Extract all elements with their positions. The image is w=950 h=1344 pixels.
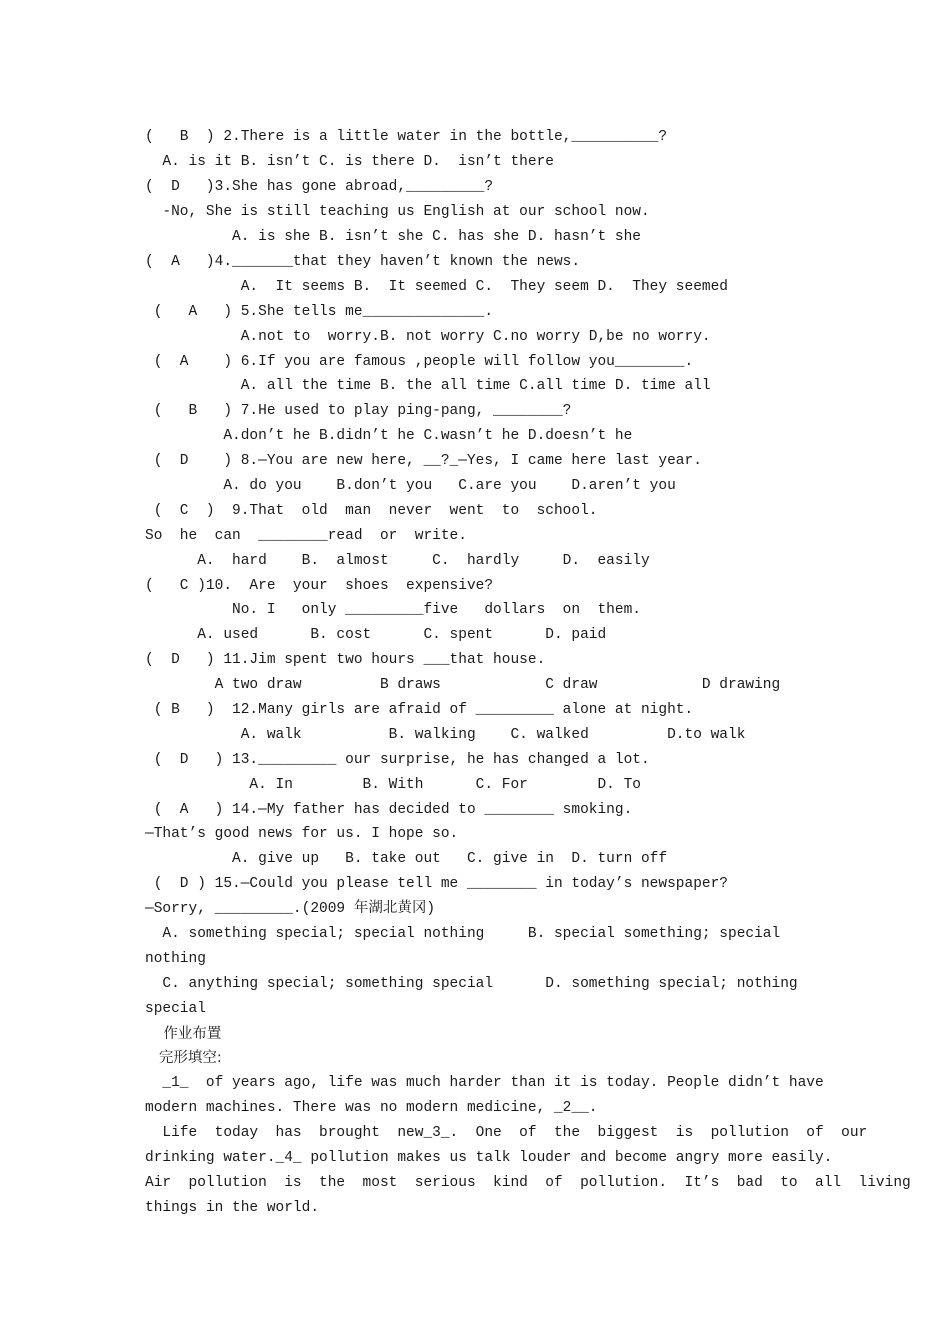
question-9-options: A. hard B. almost C. hardly D. easily — [145, 553, 650, 569]
question-10-reply: No. I only _________five dollars on them. — [145, 602, 641, 618]
question-14-stem: ( A ) 14.—My father has decided to ________ smoking. — [145, 802, 633, 818]
question-14-options: A. give up B. take out C. give in D. turn off — [145, 851, 668, 867]
question-15-options-ab: A. something special; special nothing B. special something; special — [145, 926, 781, 942]
question-10-stem: ( C )10. Are your shoes expensive? — [145, 578, 494, 594]
question-9-stem-cont: So he can ________read or write. — [145, 528, 467, 544]
question-5-options: A.not to worry.B. not worry C.no worry D,be no worry. — [145, 329, 711, 345]
question-8-options: A. do you B.don’t you C.are you D.aren’t you — [145, 478, 676, 494]
cloze-paragraph-1-line-2: modern machines. There was no modern medicine, _2__. — [145, 1100, 598, 1116]
question-2-stem: ( B ) 2.There is a little water in the bottle,__________? — [145, 129, 668, 145]
question-10-options: A. used B. cost C. spent D. paid — [145, 627, 607, 643]
cloze-paragraph-2-line-3: Air pollution is the most serious kind of pollution. It’s bad to all living — [145, 1175, 911, 1191]
question-4-options: A. It seems B. It seemed C. They seem D. They seemed — [145, 279, 728, 295]
question-13-options: A. In B. With C. For D. To — [145, 777, 641, 793]
cloze-paragraph-2-line-2: drinking water._4_ pollution makes us talk louder and become angry more easily. — [145, 1150, 833, 1166]
question-3-stem: ( D )3.She has gone abroad,_________? — [145, 179, 494, 195]
question-6-stem: ( A ) 6.If you are famous ,people will follow you________. — [145, 354, 694, 370]
cloze-paragraph-2-line-1: Life today has brought new_3_. One of the biggest is pollution of our — [145, 1125, 868, 1141]
question-15-options-cd: C. anything special; something special D. something special; nothing — [145, 976, 798, 992]
question-14-reply: —That’s good news for us. I hope so. — [145, 826, 459, 842]
question-15-options-ab-cont: nothing — [145, 951, 206, 967]
question-8-stem: ( D ) 8.—You are new here, __?_—Yes, I came here last year. — [145, 453, 702, 469]
question-3-reply: -No, She is still teaching us English at our school now. — [145, 204, 650, 220]
question-11-options: A two draw B draws C draw D drawing — [145, 677, 781, 693]
homework-heading: 作业布置 — [145, 1026, 222, 1042]
question-5-stem: ( A ) 5.She tells me______________. — [145, 304, 494, 320]
question-4-stem: ( A )4._______that they haven’t known the news. — [145, 254, 581, 270]
question-13-stem: ( D ) 13._________ our surprise, he has changed a lot. — [145, 752, 650, 768]
question-11-stem: ( D ) 11.Jim spent two hours ___that house. — [145, 652, 546, 668]
question-7-stem: ( B ) 7.He used to play ping-pang, ________? — [145, 403, 572, 419]
question-15-stem: ( D ) 15.—Could you please tell me ________ in today’s newspaper? — [145, 876, 728, 892]
question-15-reply: —Sorry, _________.(2009 年湖北黄冈) — [145, 901, 436, 917]
question-9-stem: ( C ) 9.That old man never went to school. — [145, 503, 598, 519]
question-12-options: A. walk B. walking C. walked D.to walk — [145, 727, 746, 743]
question-15-options-cd-cont: special — [145, 1001, 206, 1017]
cloze-heading: 完形填空: — [145, 1050, 222, 1066]
question-7-options: A.don’t he B.didn’t he C.wasn’t he D.doesn’t he — [145, 428, 633, 444]
question-12-stem: ( B ) 12.Many girls are afraid of _________ alone at night. — [145, 702, 694, 718]
cloze-paragraph-1-line-1: _1_ of years ago, life was much harder than it is today. People didn’t have — [145, 1075, 824, 1091]
cloze-paragraph-2-line-4: things in the world. — [145, 1200, 320, 1216]
question-2-options: A. is it B. isn’t C. is there D. isn’t there — [145, 154, 554, 170]
question-6-options: A. all the time B. the all time C.all time D. time all — [145, 378, 711, 394]
question-3-options: A. is she B. isn’t she C. has she D. hasn’t she — [145, 229, 641, 245]
